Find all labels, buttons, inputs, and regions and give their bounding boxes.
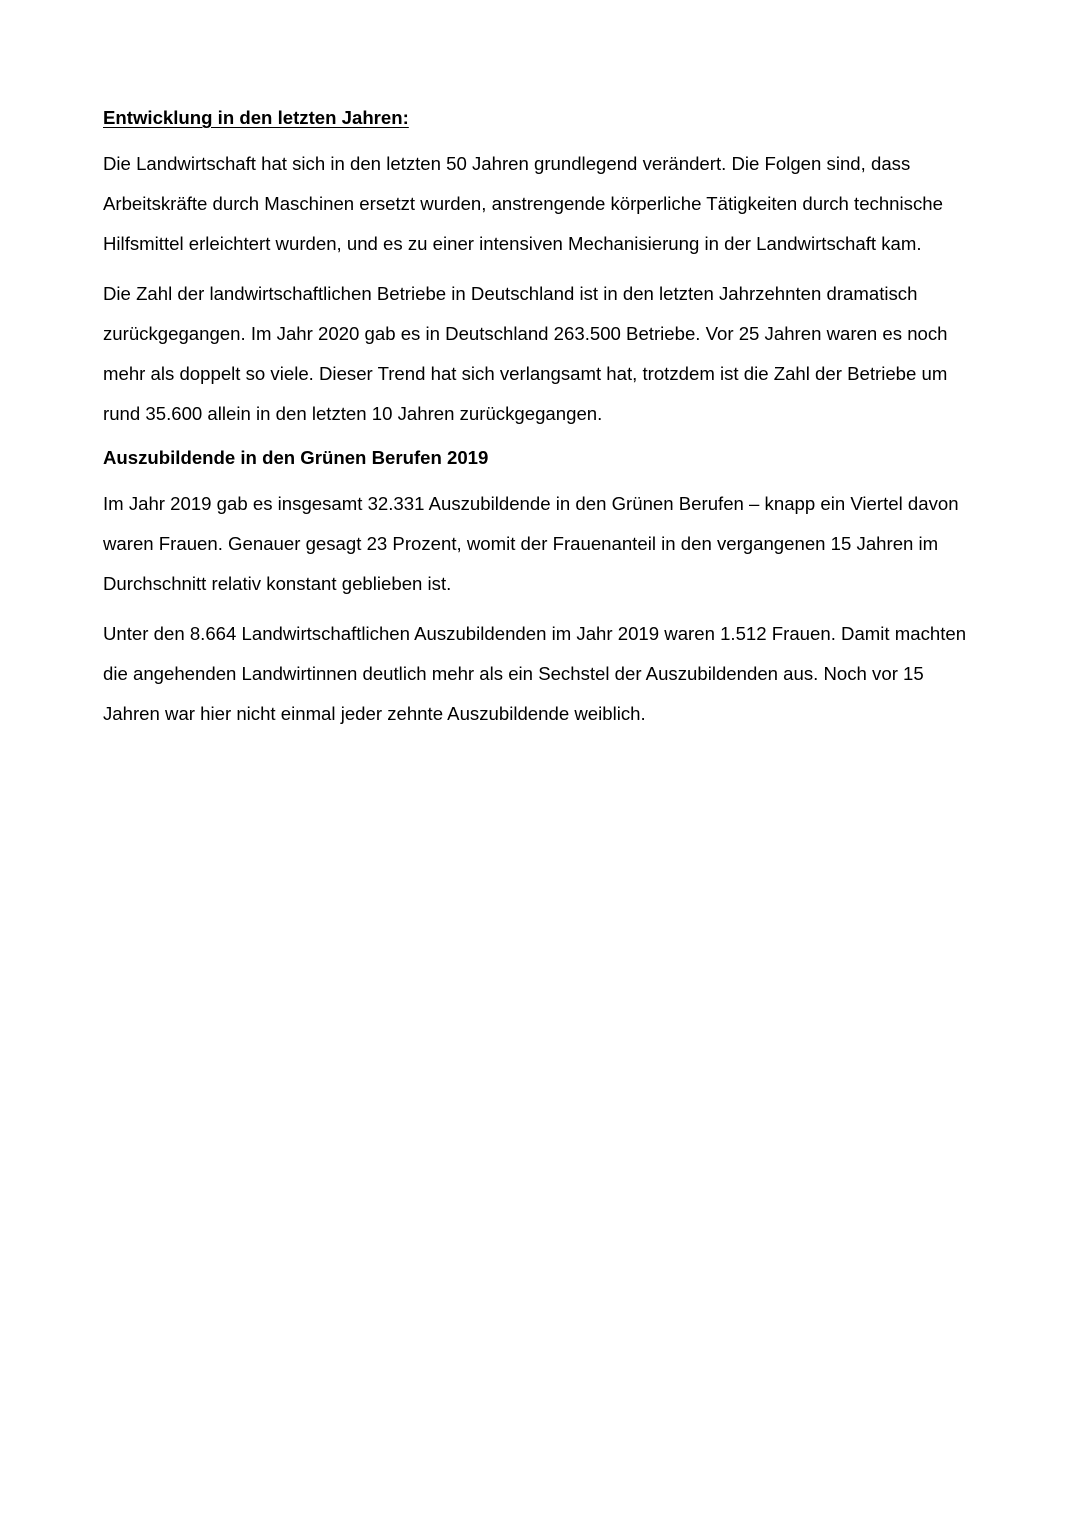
paragraph-agricultural-trainees: Unter den 8.664 Landwirtschaftlichen Auszubildenden im Jahr 2019 waren 1.512 Frauen. Damit machten die angehenden Landwirtinnen deutlich mehr als ein Sechstel der Auszubildenden aus. Noch vor 15 Jahren war hier nicht einmal jeder zehnte Auszubildende weiblich. — [103, 623, 967, 724]
heading-development-text: Entwicklung in den letzten Jahren: — [103, 107, 409, 128]
document-body — [103, 104, 973, 744]
paragraph-mechanization: Die Landwirtschaft hat sich in den letzten 50 Jahren grundlegend verändert. Die Folgen sind, dass Arbeitskräfte durch Maschinen ersetzt wurden, anstrengende körperliche Tätigkeiten durch technische Hilfsmittel erleichtert wurden, und es zu einer intensiven Mechanisierung in der Landwirtschaft kam. — [103, 153, 943, 254]
paragraph-trainees-total: Im Jahr 2019 gab es insgesamt 32.331 Auszubildende in den Grünen Berufen – knapp ein Viertel davon waren Frauen. Genauer gesagt 23 Prozent, womit der Frauenanteil in den vergangenen 15 Jahren im Durchschnitt relativ konstant geblieben ist. — [103, 493, 959, 594]
paragraph-farm-count: Die Zahl der landwirtschaftlichen Betriebe in Deutschland ist in den letzten Jahrzehnten dramatisch zurückgegangen. Im Jahr 2020 gab es in Deutschland 263.500 Betriebe. Vor 25 Jahren waren es noch mehr als doppelt so viele. Dieser Trend hat sich verlangsamt hat, trotzdem ist die Zahl der Betriebe um rund 35.600 allein in den letzten 10 Jahren zurückgegangen. — [103, 283, 948, 424]
section-heading-development — [103, 104, 973, 144]
section-heading-trainees: Auszubildende in den Grünen Berufen 2019 — [103, 447, 489, 468]
